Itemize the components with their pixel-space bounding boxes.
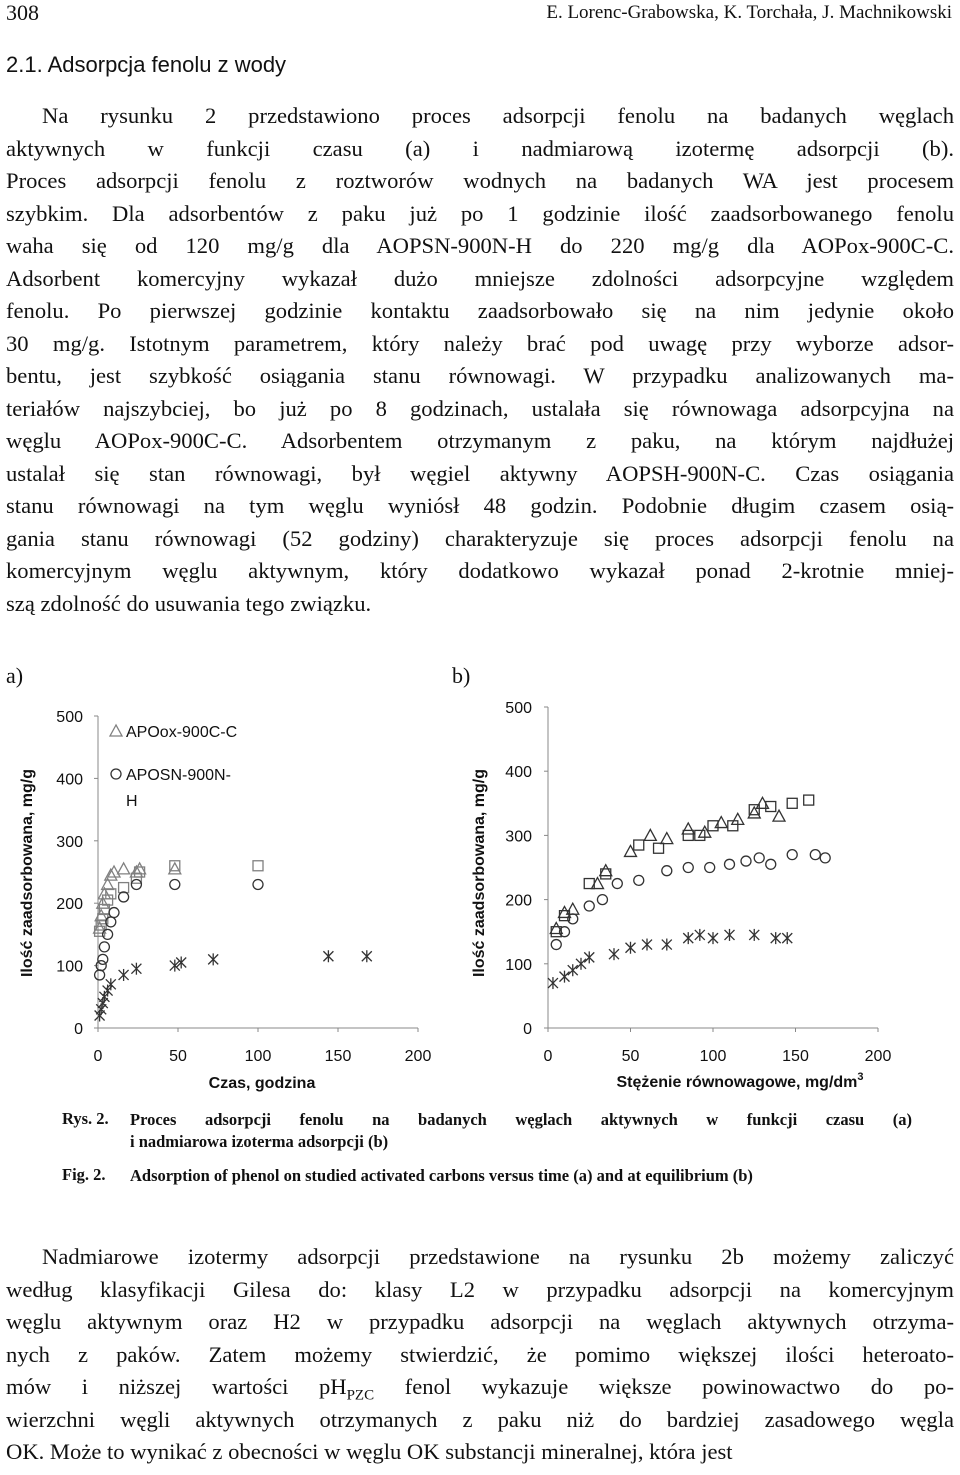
data-point-circle (551, 940, 561, 950)
data-point-triangle (661, 833, 673, 844)
page-header (6, 0, 952, 28)
y-tick-label: 300 (505, 828, 532, 846)
data-point-square (119, 883, 129, 893)
x-tick-label: 50 (169, 1048, 187, 1065)
y-tick-label: 500 (505, 700, 532, 717)
x-tick-label: 200 (864, 1048, 892, 1065)
x-tick-label: 200 (404, 1048, 432, 1065)
data-point-circle (131, 879, 141, 889)
data-point-circle (705, 863, 715, 873)
x-tick-label: 50 (621, 1048, 640, 1065)
data-point-circle (741, 856, 751, 866)
data-point-asterisk (662, 939, 672, 951)
subscript-pzc: PZC (346, 1387, 375, 1404)
data-point-square (654, 843, 664, 853)
x-axis-label-superscript: 3 (857, 1071, 864, 1083)
text-line: wierzchni węgli aktywnych otrzymanych z paku niż do bardziej zasadowego węgla (6, 1406, 954, 1432)
text-line: stanu równowagi na tym węglu wyniósł 48 godzin. Podobnie długim czasem osią- (6, 493, 954, 518)
data-point-circle (98, 954, 108, 964)
data-point-triangle (625, 845, 637, 856)
y-tick-label: 500 (56, 709, 83, 726)
legend-label: H (126, 793, 138, 810)
data-point-asterisk (568, 964, 578, 976)
text-line: Adsorbent komercyjny wykazał dużo mniejsze zdolności adsorpcyjne względem (6, 265, 954, 291)
y-tick-label: 200 (56, 896, 83, 914)
text-line: nych z paków. Zatem możemy stwierdzić, że pomimo większej ilości heteroato- (6, 1341, 954, 1367)
caption-pl (62, 1109, 912, 1153)
data-point-square (787, 798, 797, 808)
y-axis-label-a: Ilość zaadsorbowana, mg/g (19, 768, 36, 978)
data-point-circle (754, 853, 764, 863)
y-axis-label-b: Ilość zaadsorbowana, mg/g (471, 768, 488, 978)
data-point-asterisk (782, 932, 792, 944)
data-point-asterisk (749, 929, 759, 941)
data-point-square (634, 840, 644, 850)
y-tick-label: 100 (505, 956, 532, 974)
legend-label: APOSN-900N- (126, 767, 231, 784)
text-line: mów i niższej wartości $pH_{PZC}$ fenol wykazuje większe powinowactwo do po- (6, 1374, 954, 1404)
data-point-square (253, 861, 263, 871)
text-line: komercyjnym węglu aktywnym, który dodatkowo wykazał ponad 2-krotnie mniej- (6, 558, 954, 583)
panel-label-a: a) (6, 663, 24, 688)
x-tick-label: 100 (244, 1048, 272, 1065)
text-line: szybkim. Dla adsorbentów z paku już po 1 godzinie ilość zaadsorbowanego fenolu (6, 200, 954, 226)
caption-en (62, 1165, 912, 1187)
data-point-asterisk (323, 950, 333, 962)
data-point-circle (99, 942, 109, 952)
text-line: Proces adsorpcji fenolu z roztworów wodnych na badanych WA jest procesem (6, 168, 954, 193)
caption-pl-label: Rys. 2. (62, 1109, 109, 1128)
data-point-triangle (757, 797, 769, 808)
text-line: waha się od 120 mg/g dla AOPSN-900N-H do 220 mg/g dla AOPox-900C-C. (6, 233, 954, 258)
data-point-asterisk (584, 951, 594, 963)
text-line: gania stanu równowagi (52 godziny) charakteryzuje się proces adsorpcji fenolu na (6, 525, 954, 551)
y-tick-label: 400 (505, 764, 532, 782)
y-tick-label: 100 (56, 958, 83, 976)
data-point-asterisk (708, 932, 718, 944)
data-point-triangle (644, 829, 656, 840)
text-line: Na rysunku 2 przedstawiono proces adsorpcji fenolu na badanych węglach (42, 103, 954, 128)
caption-pl-line-2: i nadmiarowa izoterma adsorpcji (b) (130, 1132, 389, 1151)
data-point-asterisk (683, 932, 693, 944)
caption-pl-line-1: Proces adsorpcji fenolu na badanych węglach aktywnych w funkcji czasu (a) (130, 1110, 912, 1129)
text-line: teriałów najszybciej, bo już po 8 godzinach, ustalała się równowaga adsorpcyjna na (6, 395, 954, 421)
y-tick-label: 0 (74, 1021, 83, 1038)
legend-marker-circle (111, 769, 121, 779)
data-point-circle (662, 866, 672, 876)
data-point-circle (597, 895, 607, 905)
data-point-asterisk (106, 978, 116, 990)
data-point-triangle (715, 817, 727, 828)
x-tick-label: 100 (699, 1048, 727, 1065)
data-point-square (804, 795, 814, 805)
running-head-authors: E. Lorenc-Grabowska, K. Torchała, J. Machnikowski (546, 2, 952, 23)
data-point-circle (170, 879, 180, 889)
data-point-asterisk (548, 977, 558, 989)
data-point-asterisk (560, 971, 570, 983)
text-line: Nadmiarowe izotermy adsorpcji przedstawione na rysunku 2b możemy zaliczyć (42, 1244, 954, 1269)
x-tick-label: 0 (93, 1048, 103, 1065)
data-point-circle (820, 853, 830, 863)
data-point-circle (683, 863, 693, 873)
data-point-circle (612, 879, 622, 889)
data-point-asterisk (626, 942, 636, 954)
data-point-triangle (95, 910, 107, 921)
page-number: 308 (6, 0, 39, 25)
y-tick-label: 200 (505, 892, 532, 910)
section-title: 2.1. Adsorpcja fenolu z wody (6, 52, 287, 77)
data-point-circle (95, 970, 105, 980)
legend-marker-triangle (110, 725, 122, 736)
x-tick-label: 150 (782, 1048, 809, 1065)
data-point-circle (119, 892, 129, 902)
text-line: 30 mg/g. Istotnym parametrem, który należy brać pod uwagę przy wyborze adsor- (6, 330, 954, 356)
x-axis-label-a: Czas, godzina (208, 1075, 316, 1092)
figure-captions (62, 1109, 912, 1187)
y-tick-label: 400 (56, 771, 83, 789)
data-point-triangle (169, 863, 181, 874)
data-point-triangle (682, 823, 694, 834)
data-point-asterisk (576, 958, 586, 970)
text-line: szą zdolność do usuwania tego związku. (6, 590, 372, 616)
body-paragraph-1 (6, 100, 954, 620)
legend-label: APOox-900C-C (126, 724, 238, 741)
figure-2 (0, 655, 960, 1095)
caption-en-label: Fig. 2. (62, 1165, 106, 1184)
data-point-asterisk (725, 929, 735, 941)
x-axis-label-b (616, 1071, 863, 1091)
caption-en-text: Adsorption of phenol on studied activated carbons versus time (a) and at equilibrium (b) (130, 1166, 753, 1185)
x-tick-label: 0 (543, 1048, 553, 1065)
data-point-circle (253, 879, 263, 889)
data-point-circle (634, 875, 644, 885)
data-point-asterisk (695, 929, 705, 941)
data-point-asterisk (131, 963, 141, 975)
data-point-circle (766, 859, 776, 869)
body-paragraph-2 (6, 1241, 954, 1469)
x-axis-label-text: Stężenie równowagowe, mg/dm (616, 1074, 858, 1091)
data-point-circle (109, 908, 119, 918)
data-point-triangle (118, 863, 130, 874)
data-point-square (683, 830, 693, 840)
data-point-circle (725, 859, 735, 869)
text-line: węglu aktywnym oraz H2 w przypadku adsorpcji na węglach aktywnych otrzyma- (6, 1309, 954, 1334)
y-tick-label: 300 (56, 833, 83, 851)
data-point-circle (810, 850, 820, 860)
text-line: ustalał się stan równowagi, był węgiel aktywny AOPSH-900N-C. Czas osiągania (6, 460, 954, 486)
data-point-asterisk (642, 939, 652, 951)
data-point-asterisk (609, 948, 619, 960)
text-line: węglu AOPox-900C-C. Adsorbentem otrzymanym z paku, na którym najdłużej (6, 428, 954, 453)
data-point-asterisk (771, 932, 781, 944)
text-line: bentu, jest szybkość osiągania stanu równowagi. W przypadku analizowanych ma- (6, 363, 954, 388)
data-point-asterisk (362, 950, 372, 962)
text-line: OK. Może to wynikać z obecności w węglu OK substancji mineralnej, która jest (6, 1439, 733, 1464)
text-line: fenolu. Po pierwszej godzinie kontaktu zaadsorbowało się na nim jedynie około (6, 298, 954, 323)
data-point-triangle (600, 865, 612, 876)
text-line: według klasyfikacji Gilesa do: klasy L2 w przypadku adsorpcji na komercyjnym (6, 1276, 954, 1302)
text-line: aktywnych w funkcji czasu (a) i nadmiarową izotermę adsorpcji (b). (6, 135, 954, 161)
data-point-circle (787, 850, 797, 860)
data-point-circle (584, 901, 594, 911)
y-tick-label: 0 (523, 1021, 532, 1038)
data-point-asterisk (119, 969, 129, 981)
panel-label-b: b) (452, 663, 471, 688)
data-point-asterisk (208, 953, 218, 965)
x-tick-label: 150 (324, 1048, 352, 1065)
